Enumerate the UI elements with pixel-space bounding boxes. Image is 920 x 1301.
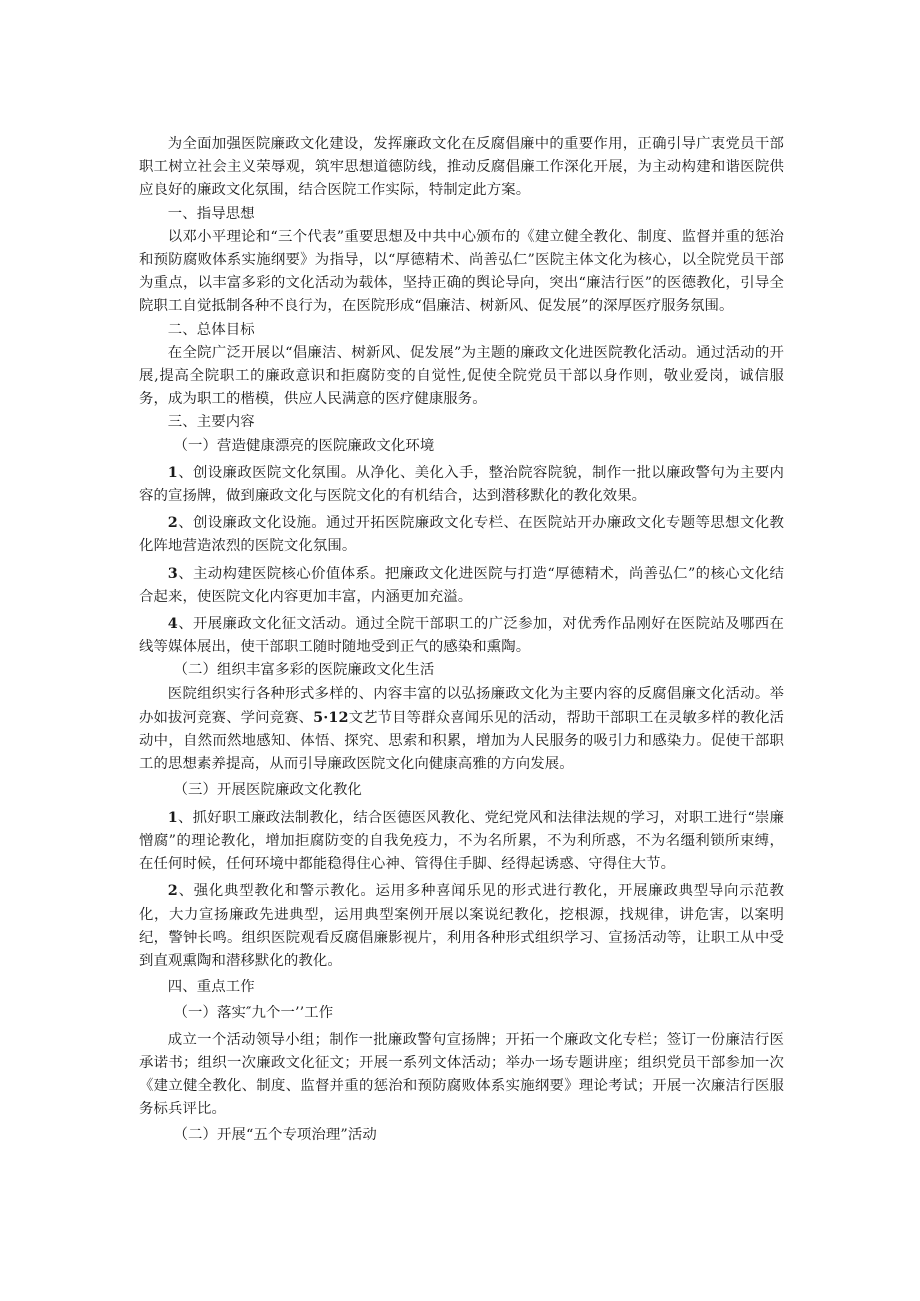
- section-4-sub-1-title: （一）落实″九个一’’工作: [173, 1005, 334, 1022]
- section-3-sub-1-item-2: [139, 511, 784, 558]
- item-number: 1: [167, 808, 178, 826]
- text-part-b: 文艺节目等群众喜闻乐见的活动，帮助干部职工在灵敏多样的教化活动中，自然而然地感知、体悟、探究、思索和积累，增加为人民服务的吸引力和感染力。促使干部职工的思想素养提高，从而引导廉政医院文化向健康高雅的方向发展。: [139, 709, 784, 773]
- section-4-heading: 四、重点工作: [167, 979, 255, 996]
- section-3-sub-3-item-2: [139, 879, 784, 973]
- section-4-sub-1-text: 成立一个活动领导小组；制作一批廉政警句宣扬牌；开拓一个廉政文化专栏；签订一份廉洁行医承诺书；组织一次廉政文化征文；开展一系列文体活动；举办一场专题讲座；组织党员干部参加一次《建立健全教化、制度、监督并重的惩治和预防腐败体系实施纲要》理论考试；开展一次廉洁行医服务标兵评比。: [139, 1031, 784, 1118]
- intro-paragraph: 为全面加强医院廉政文化建设，发挥廉政文化在反腐倡廉中的重要作用，正确引导广衷党员干部职工树立社会主义荣辱观，筑牢思想道德防线，推动反腐倡廉工作深化开展，为主动构建和谐医院供应良好的廉政文化氛围，结合医院工作实际，特制定此方案。: [139, 136, 784, 199]
- item-number: 2: [167, 514, 178, 532]
- item-text: 、开展廉政文化征文活动。通过全院干部职工的广泛参加，对优秀作品刚好在医院站及哪西在线等媒体展出，使干部职工随时随地受到正气的感染和熏陶。: [139, 616, 784, 656]
- item-number: 1: [167, 463, 178, 481]
- item-text: 、抓好职工廉政法制教化，结合医德医风教化、党纪党风和法律法规的学习，对职工进行“崇廉憎腐”的理论教化，增加拒腐防变的自我免疫力，不为名所累，不为利所惑，不为名缰利锁所束缚，在任何时候，任何环境中都能稳得住心神、管得住手脚、经得起诱惑、守得住大节。: [139, 809, 784, 873]
- section-2-text: 在全院广泛开展以“倡廉洁、树新风、促发展”为主题的廉政文化进医院教化活动。通过活动的开展,提高全院职工的廉政意识和拒腐防变的自觉性,促使全院党员干部以身作则，敬业爱岗，诚信服务，成为职工的楷模，供应人民满意的医疗健康服务。: [139, 344, 784, 408]
- section-3-sub-1-item-4: [139, 612, 784, 659]
- section-1-text: 以邓小平理论和“三个代表”重要思想及中共中心颁布的《建立健全教化、制度、监督并重的惩治和预防腐败体系实施纲要》为指导，以“厚德精术、尚善弘仁”医院主体文化为核心，以全院党员干部为重点，以丰富多彩的文化活动为载体，坚持正确的舆论导向，突出“廉洁行医”的医德教化，引导全院职工自觉抵制各种不良行为，在医院形成“倡廉洁、树新风、促发展”的深厚医疗服务氛围。: [139, 228, 784, 315]
- section-3-heading: 三、主要内容: [167, 414, 255, 431]
- section-3-sub-3-item-1: [139, 806, 784, 877]
- section-1-heading: 一、指导思想: [167, 205, 255, 222]
- section-3-sub-3-title: （三）开展医院廉政文化教化: [173, 782, 362, 799]
- section-4-sub-2-title: （二）开展“五个专项治理”活动: [173, 1127, 377, 1144]
- item-text: 、创设廉政医院文化氛围。从净化、美化入手，整治院容院貌，制作一批以廉政警句为主要内容的宣扬牌，做到廉政文化与医院文化的有机结合，达到潜移默化的教化效果。: [139, 464, 784, 505]
- section-3-sub-1-item-3: [139, 562, 784, 609]
- item-text: 、创设廉政文化设施。通过开拓医院廉政文化专栏、在医院站开办廉政文化专题等思想文化教化阵地营造浓烈的医院文化氛围。: [139, 515, 784, 555]
- text-part-a: 医院组织实行各种形式多样的、内容丰富的以弘扬廉政文化为主要内容的反腐倡廉文化活动。举办如拔河竞赛、学问竞赛、: [139, 685, 784, 726]
- item-number: 4: [167, 615, 178, 633]
- item-number: 3: [167, 564, 178, 582]
- section-3-sub-1-item-1: [139, 461, 784, 508]
- section-3-sub-2-title: （二）组织丰富多彩的医院廉政文化生活: [173, 662, 435, 679]
- section-3-sub-2-text: [139, 683, 784, 777]
- item-text: 、强化典型教化和警示教化。运用多种喜闻乐见的形式进行教化，开展廉政典型导向示范教化，大力宣扬廉政先进典型，运用典型案例开展以案说纪教化，挖根源，找规律，讲危害，以案明纪，警钟长鸣。组织医院观看反腐倡廉影视片，利用各种形式组织学习、宣扬活动等，让职工从中受到直观熏陶和潜移默化的教化。: [139, 883, 784, 969]
- item-number: 2: [167, 882, 178, 900]
- section-2-heading: 二、总体目标: [167, 321, 255, 338]
- section-3-sub-1-title: （一）营造健康漂亮的医院廉政文化环境: [173, 437, 435, 454]
- document-body: [139, 133, 784, 1148]
- date-bold: 5·12: [313, 708, 349, 726]
- item-text: 、主动构建医院核心价值体系。把廉政文化进医院与打造“厚德精术，尚善弘仁”的核心文化结合起来，使医院文化内容更加丰富，内涵更加充溢。: [139, 565, 784, 605]
